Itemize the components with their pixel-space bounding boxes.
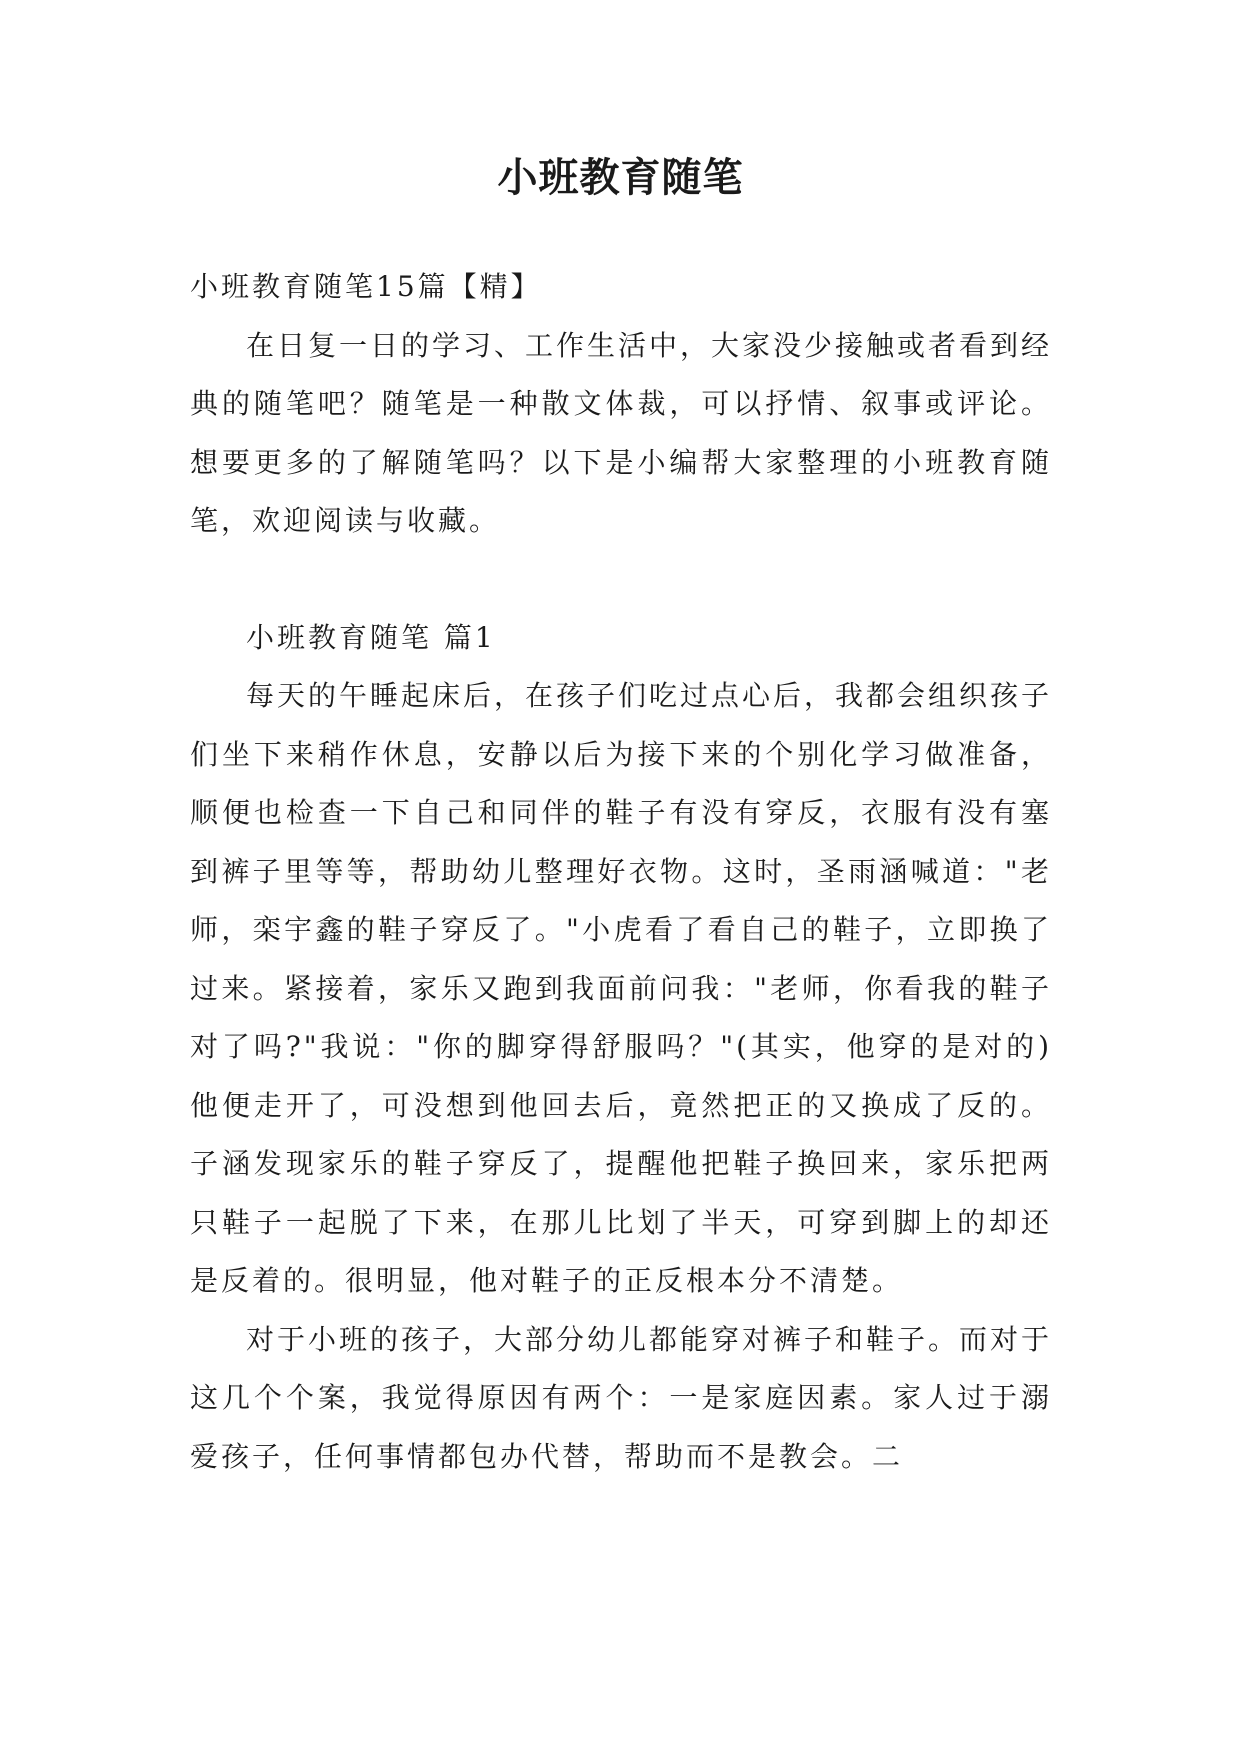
intro-paragraph: 在日复一日的学习、工作生活中，大家没少接触或者看到经典的随笔吧？随笔是一种散文体裁，可以抒情、叙事或评论。想要更多的了解随笔吗？以下是小编帮大家整理的小班教育随笔，欢迎阅读与收藏。 (190, 328, 1053, 537)
document-heading: 小班教育随笔15篇【精】 (190, 270, 542, 303)
body-paragraph-1: 每天的午睡起床后，在孩子们吃过点心后，我都会组织孩子们坐下来稍作休息，安静以后为接下来的个别化学习做准备，顺便也检查一下自己和同伴的鞋子有没有穿反，衣服有没有塞到裤子里等等，帮助幼儿整理好衣物。这时，圣雨涵喊道："老师，栾宇鑫的鞋子穿反了。"小虎看了看自己的鞋子，立即换了过来。紧接着，家乐又跑到我面前问我："老师，你看我的鞋子对了吗?"我说："你的脚穿得舒服吗？"(其实，他穿的是对的)他便走开了，可没想到他回去后，竟然把正的又换成了反的。子涵发现家乐的鞋子穿反了，提醒他把鞋子换回来，家乐把两只鞋子一起脱了下来，在那儿比划了半天，可穿到脚上的却还是反着的。很明显，他对鞋子的正反根本分不清楚。 (190, 679, 1053, 1297)
body-paragraph-2: 对于小班的孩子，大部分幼儿都能穿对裤子和鞋子。而对于这几个个案，我觉得原因有两个：一是家庭因素。家人过于溺爱孩子，任何事情都包办代替，帮助而不是教会。二 (190, 1322, 1053, 1473)
section-spacer (190, 551, 1052, 609)
document-title: 小班教育随笔 (497, 154, 744, 201)
section-title: 小班教育随笔 篇1 (246, 620, 496, 654)
document-body (190, 258, 1052, 1486)
